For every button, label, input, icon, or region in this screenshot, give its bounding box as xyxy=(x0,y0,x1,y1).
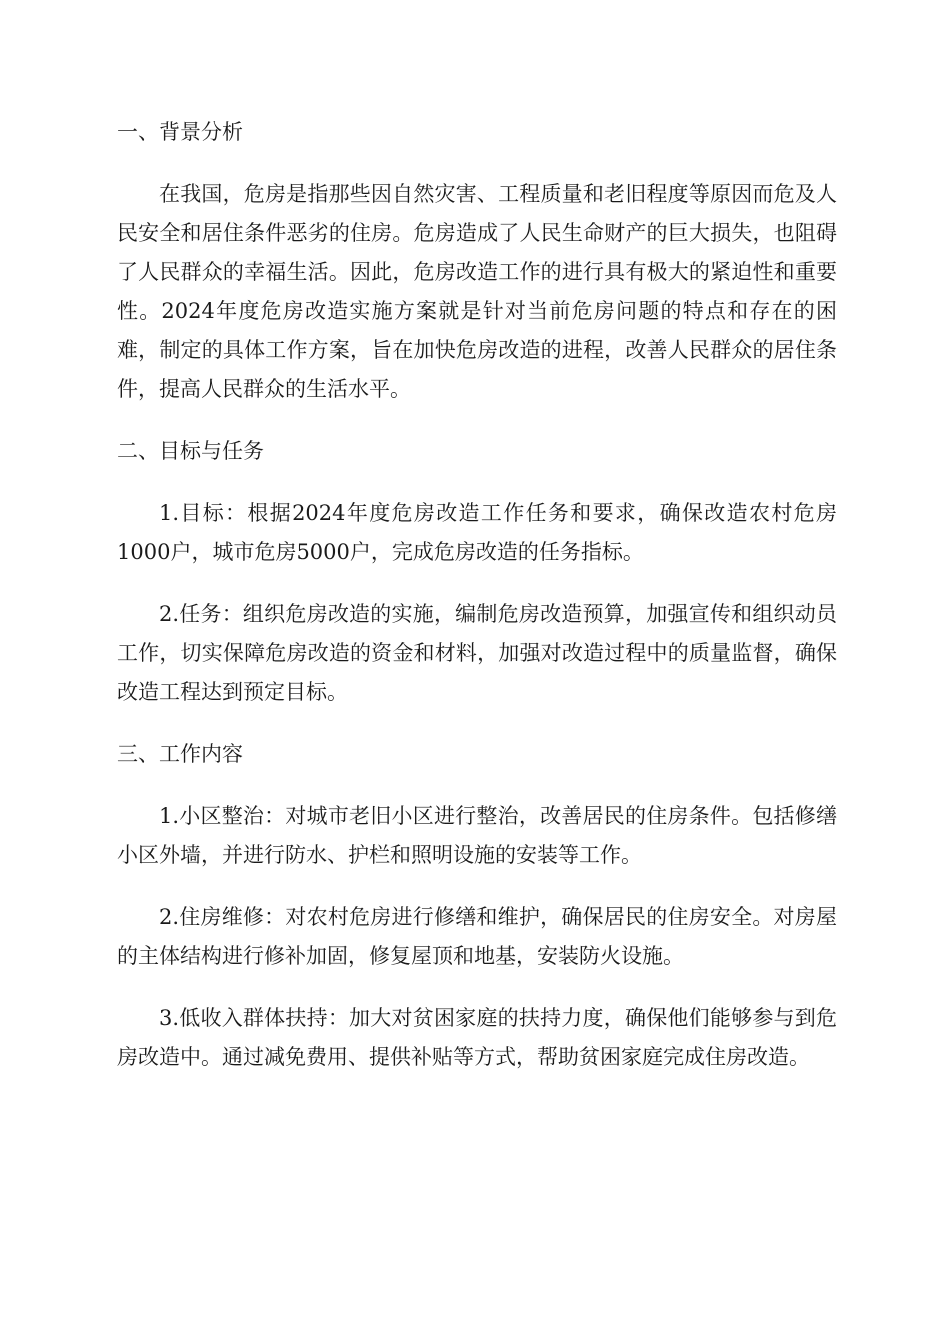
section-heading-background: 一、背景分析 xyxy=(117,120,243,144)
task-paragraph: 2.任务：组织危房改造的实施，编制危房改造预算，加强宣传和组织动员工作，切实保障危房改造的资金和材料，加强对改造过程中的质量监督，确保改造工程达到预定目标。 xyxy=(117,602,837,704)
goal-paragraph: 1.目标：根据2024年度危房改造工作任务和要求，确保改造农村危房1000户，城市危房5000户，完成危房改造的任务指标。 xyxy=(117,501,837,564)
low-income-support-paragraph: 3.低收入群体扶持：加大对贫困家庭的扶持力度，确保他们能够参与到危房改造中。通过减免费用、提供补贴等方式，帮助贫困家庭完成住房改造。 xyxy=(117,1006,837,1069)
section-heading-work-content: 三、工作内容 xyxy=(117,742,243,766)
housing-repair-paragraph: 2.住房维修：对农村危房进行修缮和维护，确保居民的住房安全。对房屋的主体结构进行修补加固，修复屋顶和地基，安装防火设施。 xyxy=(117,905,837,968)
background-paragraph: 在我国，危房是指那些因自然灾害、工程质量和老旧程度等原因而危及人民安全和居住条件恶劣的住房。危房造成了人民生命财产的巨大损失，也阻碍了人民群众的幸福生活。因此，危房改造工作的进行具有极大的紧迫性和重要性。2024年度危房改造实施方案就是针对当前危房问题的特点和存在的困难，制定的具体工作方案，旨在加快危房改造的进程，改善人民群众的居住条件，提高人民群众的生活水平。 xyxy=(117,182,837,401)
community-renovation-paragraph: 1.小区整治：对城市老旧小区进行整治，改善居民的住房条件。包括修缮小区外墙，并进行防水、护栏和照明设施的安装等工作。 xyxy=(117,804,837,867)
section-heading-goals: 二、目标与任务 xyxy=(117,439,264,463)
document-body xyxy=(117,113,837,1100)
